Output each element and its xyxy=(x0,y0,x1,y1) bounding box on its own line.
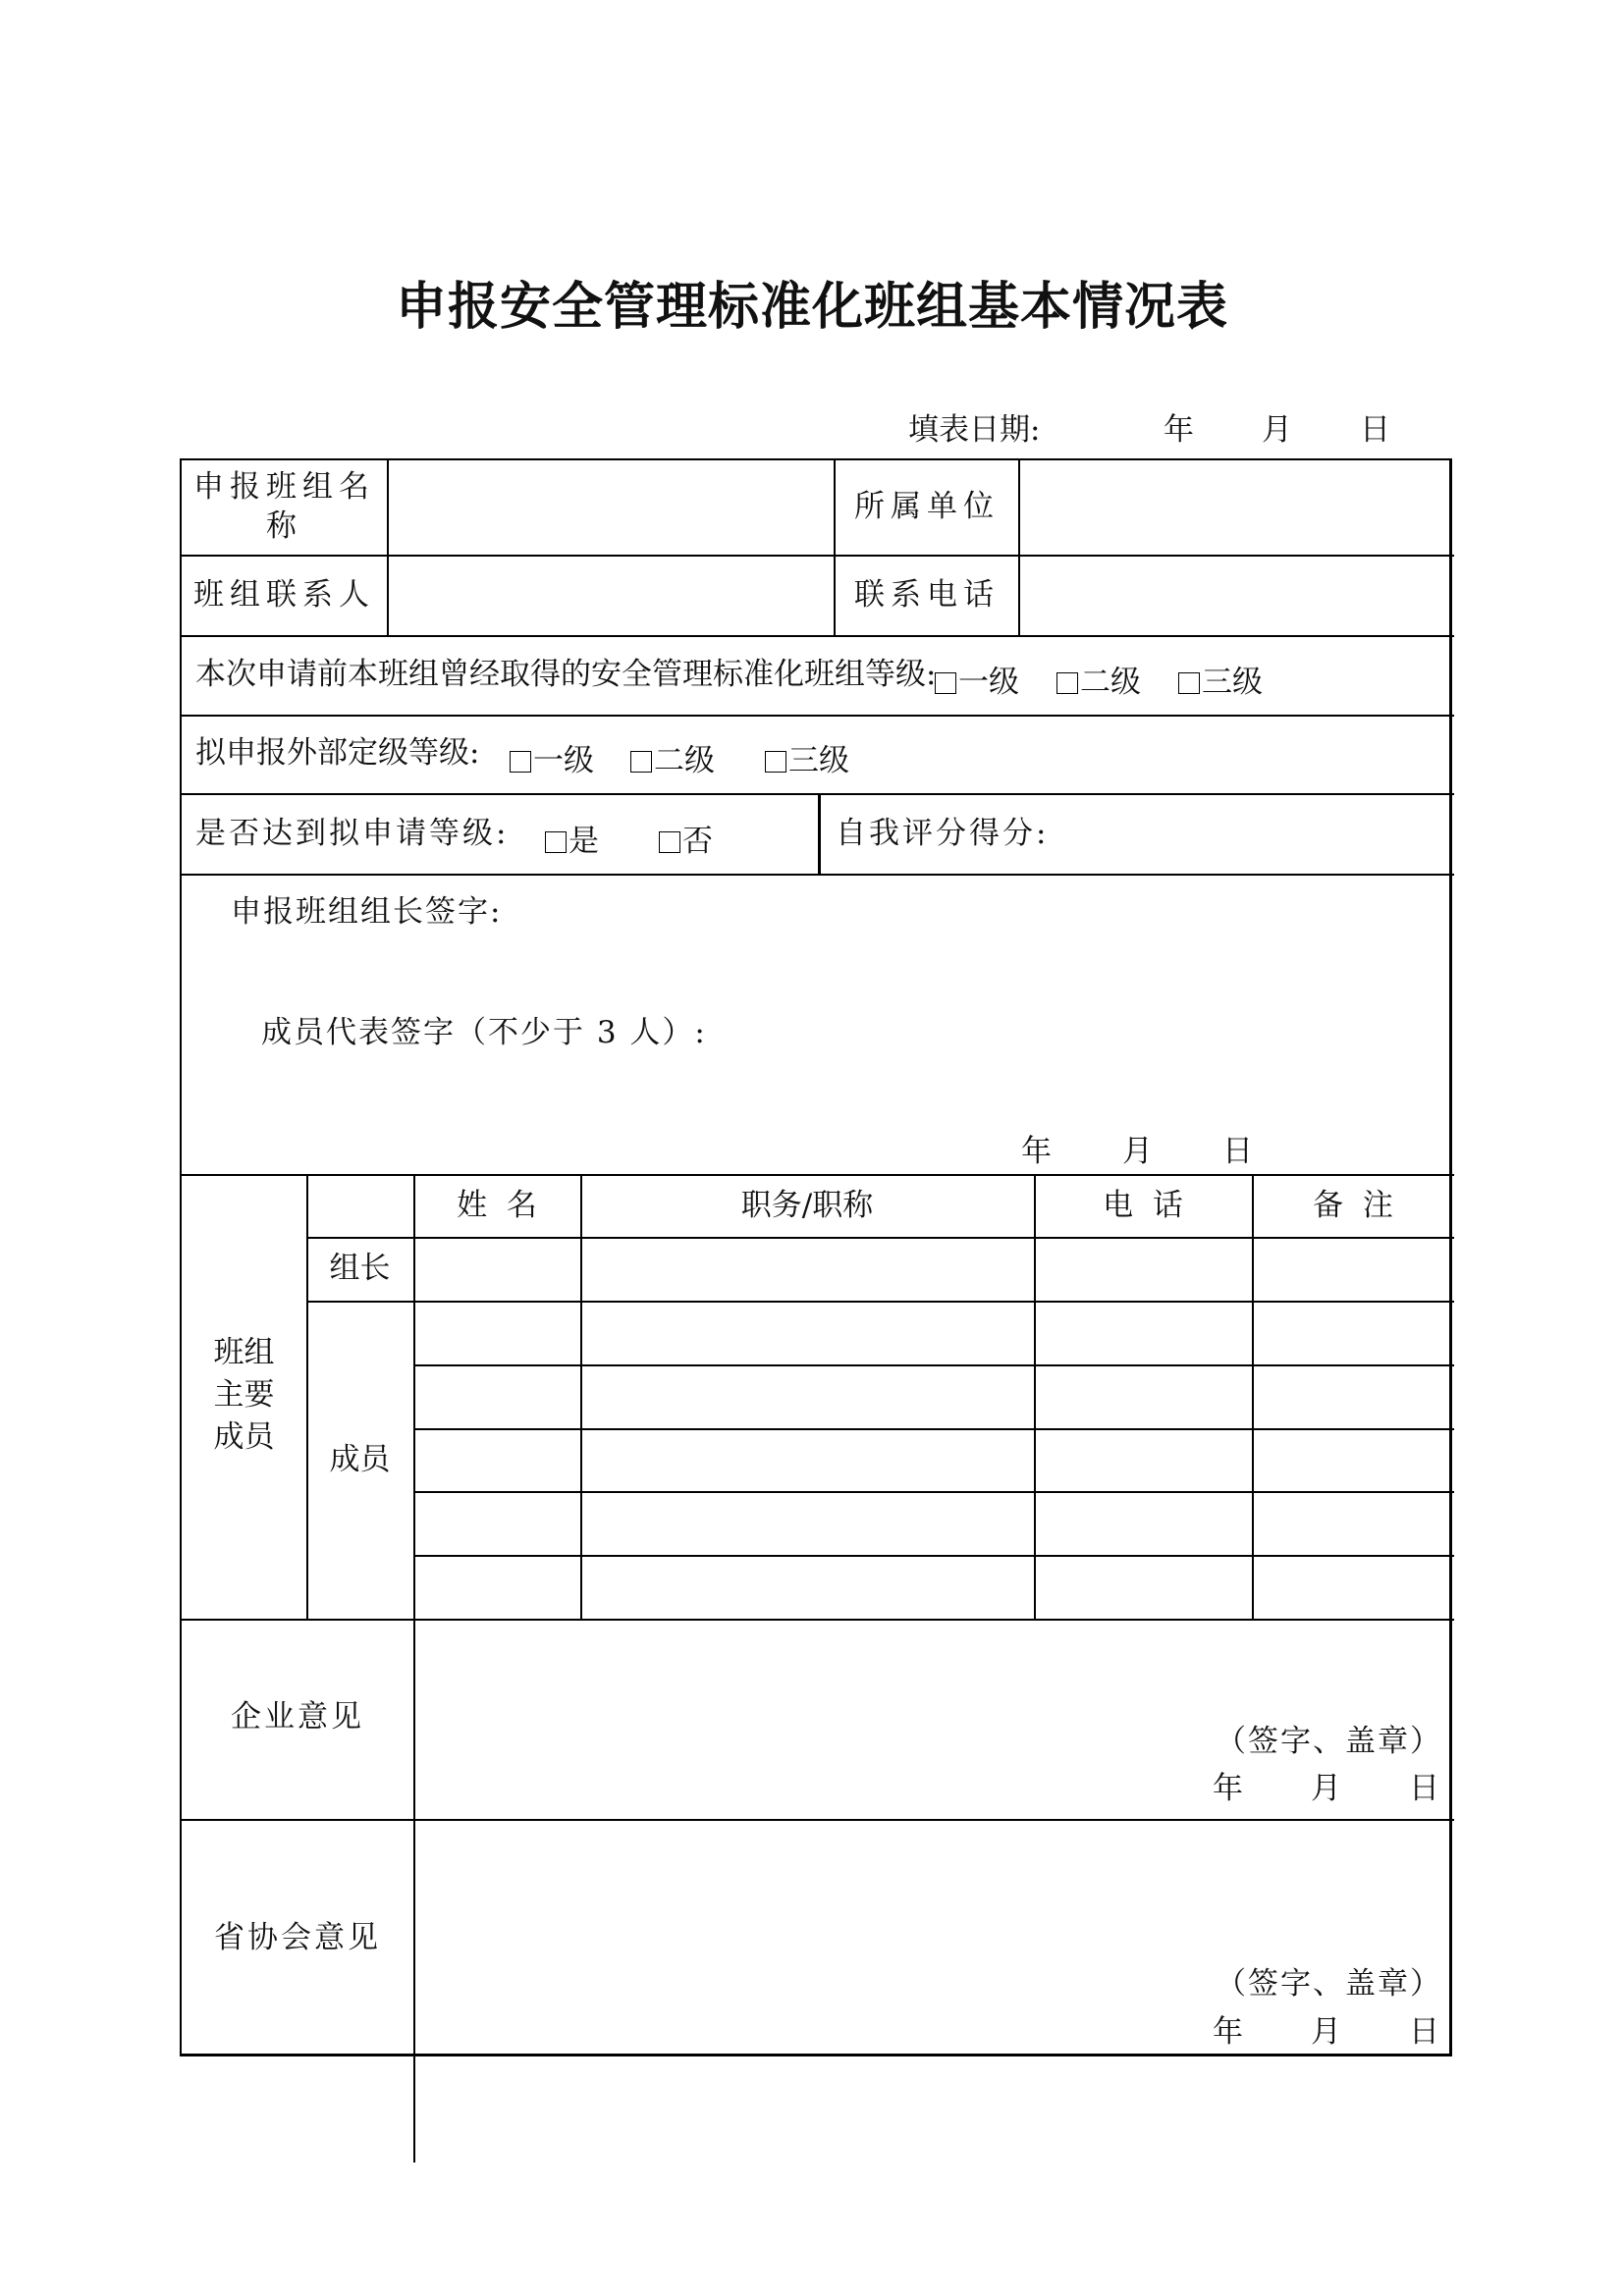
header-position: 职务/职称 xyxy=(740,1188,874,1223)
option-label: 否 xyxy=(682,824,713,859)
checkbox-icon xyxy=(1178,672,1200,694)
target-level-label: 拟申报外部定级等级: xyxy=(195,735,480,771)
enterprise-date-year: 年 xyxy=(1213,1771,1243,1806)
previous-level-option-1[interactable] xyxy=(935,657,1019,701)
meets-level-yes[interactable] xyxy=(545,816,599,860)
row-divider xyxy=(413,1364,1454,1366)
option-label: 二级 xyxy=(654,743,715,778)
association-opinion-label: 省协会意见 xyxy=(214,1920,381,1955)
meets-level-label: 是否达到拟申请等级: xyxy=(195,816,510,851)
row-divider xyxy=(413,1491,1454,1493)
section-label-line: 班组 xyxy=(213,1335,275,1370)
self-score-field[interactable] xyxy=(1085,796,1452,871)
team-name-label-line2: 称 xyxy=(266,508,302,545)
meets-level-no[interactable] xyxy=(659,816,713,860)
checkbox-icon xyxy=(510,751,531,773)
row-divider xyxy=(182,635,1454,637)
option-label: 三级 xyxy=(788,743,849,778)
option-label: 一级 xyxy=(958,665,1019,700)
option-label: 二级 xyxy=(1080,665,1141,700)
header-remarks: 备 注 xyxy=(1313,1188,1393,1223)
col-divider xyxy=(818,793,821,874)
affiliated-unit-field[interactable] xyxy=(1020,462,1452,553)
enterprise-stamp-note: （签字、盖章） xyxy=(1216,1724,1442,1759)
row-divider xyxy=(306,1301,1454,1303)
target-level-option-1[interactable] xyxy=(510,735,594,779)
main-members-section-label xyxy=(182,1332,306,1459)
row-divider xyxy=(413,1428,1454,1430)
enterprise-opinion-field[interactable] xyxy=(415,1621,1452,1817)
col-divider xyxy=(306,1174,308,1619)
checkbox-icon xyxy=(935,672,956,694)
signature-date-day: 日 xyxy=(1222,1134,1253,1169)
association-stamp-note: （签字、盖章） xyxy=(1216,1966,1442,2002)
row-divider xyxy=(182,715,1454,717)
enterprise-date-day: 日 xyxy=(1409,1771,1439,1806)
member-signature-label: 成员代表签字（不少于 3 人）: xyxy=(261,1015,707,1050)
enterprise-date-month: 月 xyxy=(1311,1771,1341,1806)
option-label: 是 xyxy=(568,824,599,859)
team-name-label-line1: 申报班组名 xyxy=(193,469,375,505)
target-level-option-2[interactable] xyxy=(630,735,715,779)
fill-date-month: 月 xyxy=(1262,412,1292,448)
affiliated-unit-label: 所属单位 xyxy=(854,489,1000,524)
leader-signature-label: 申报班组组长签字: xyxy=(231,894,503,930)
form-table xyxy=(180,458,1452,2056)
team-name-field[interactable] xyxy=(389,462,832,553)
signature-date-month: 月 xyxy=(1122,1134,1153,1169)
signature-date-year: 年 xyxy=(1021,1134,1052,1169)
contact-phone-field[interactable] xyxy=(1020,557,1452,633)
checkbox-icon xyxy=(545,831,567,853)
section-label-line: 主要 xyxy=(213,1377,275,1413)
checkbox-icon xyxy=(630,751,652,773)
association-opinion-field[interactable] xyxy=(415,1821,1452,2053)
checkbox-icon xyxy=(1056,672,1078,694)
row-divider xyxy=(413,1555,1454,1557)
association-date-month: 月 xyxy=(1311,2014,1341,2050)
col-divider xyxy=(580,1174,582,1619)
target-level-option-3[interactable] xyxy=(765,735,849,779)
header-name: 姓 名 xyxy=(457,1188,537,1223)
row-divider xyxy=(306,1237,1454,1239)
signature-area[interactable] xyxy=(184,876,1452,1172)
previous-level-label: 本次申请前本班组曾经取得的安全管理标准化班组等级: xyxy=(195,657,937,692)
contact-phone-label: 联系电话 xyxy=(854,577,1000,613)
section-label-line: 成员 xyxy=(213,1419,275,1455)
fill-date-day: 日 xyxy=(1360,412,1390,448)
col-divider xyxy=(1034,1174,1036,1619)
team-contact-field[interactable] xyxy=(389,557,832,633)
team-contact-label: 班组联系人 xyxy=(193,577,375,613)
enterprise-opinion-label: 企业意见 xyxy=(231,1699,364,1735)
option-label: 一级 xyxy=(533,743,594,778)
association-date-year: 年 xyxy=(1213,2014,1243,2050)
team-name-label xyxy=(182,467,387,547)
leader-row-label: 组长 xyxy=(329,1251,391,1286)
col-divider xyxy=(1252,1174,1254,1619)
header-phone: 电 话 xyxy=(1103,1188,1183,1223)
fill-date-label: 填表日期: xyxy=(908,412,1041,448)
option-label: 三级 xyxy=(1202,665,1263,700)
previous-level-option-3[interactable] xyxy=(1178,657,1263,701)
checkbox-icon xyxy=(659,831,680,853)
fill-date-year: 年 xyxy=(1164,412,1194,448)
association-date-day: 日 xyxy=(1409,2014,1439,2050)
member-rows-label: 成员 xyxy=(329,1442,391,1477)
checkbox-icon xyxy=(765,751,786,773)
previous-level-option-2[interactable] xyxy=(1056,657,1141,701)
row-divider xyxy=(182,1174,1454,1176)
form-title: 申报安全管理标准化班组基本情况表 xyxy=(395,278,1228,337)
self-score-label: 自我评分得分: xyxy=(836,816,1050,851)
